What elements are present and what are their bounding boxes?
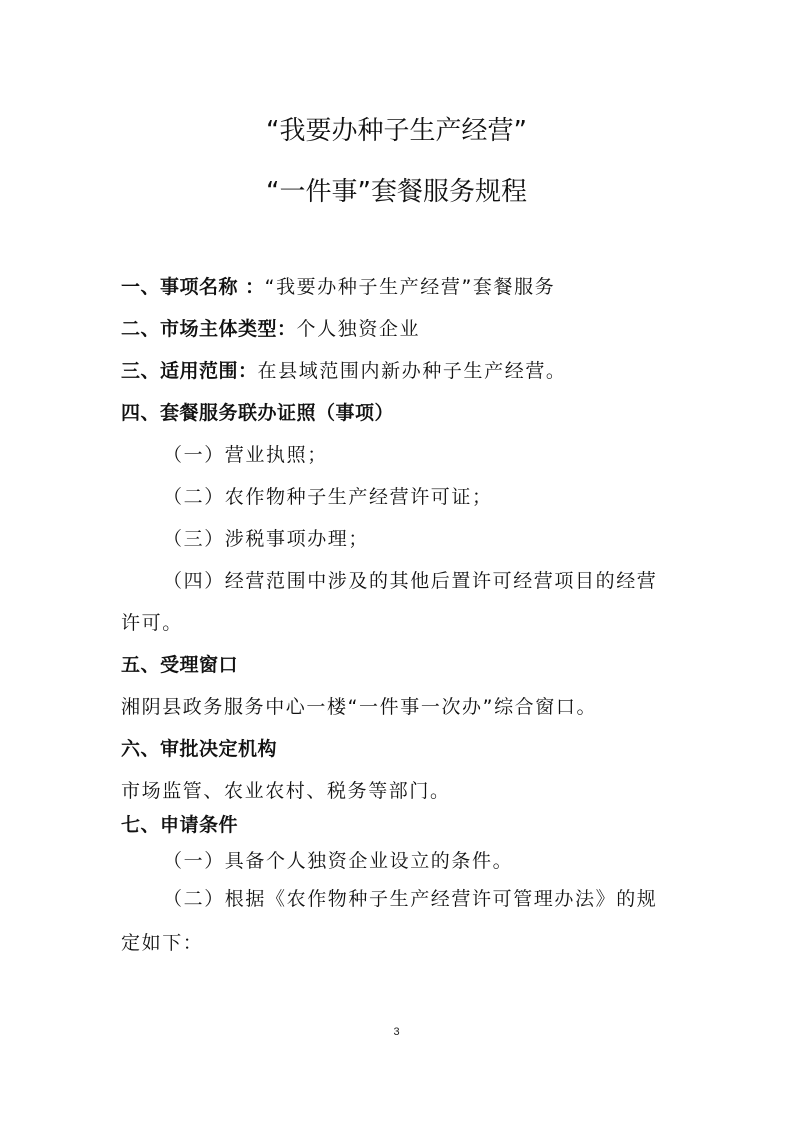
item-4-heading: 四、套餐服务联办证照（事项） [121, 402, 395, 424]
item-3-heading: 三、适用范围： [121, 360, 258, 382]
document-title-line-2: “一件事”套餐服务规程 [266, 177, 527, 207]
item-4-sub-4-line-2: 许可。 [121, 612, 183, 634]
item-1-heading: 一、事项名称 ： [121, 276, 265, 298]
item-7-heading: 七、申请条件 [121, 814, 239, 836]
item-3-row [121, 356, 567, 383]
item-4-sub-2: （二）农作物种子生产经营许可证； [163, 486, 493, 508]
item-4-sub-4-line-1: （四）经营范围中涉及的其他后置许可经营项目的经营 [163, 570, 658, 592]
item-4-sub-1: （一）营业执照； [163, 444, 328, 466]
item-2-row [121, 314, 420, 341]
item-3-text: 在县域范围内新办种子生产经营。 [257, 360, 567, 382]
item-7-sub-2-line-1: （二）根据《农作物种子生产经营许可管理办法》的规 [163, 888, 658, 910]
item-1-row [121, 272, 555, 299]
item-2-text: 个人独资企业 [296, 318, 421, 340]
item-6-text: 市场监管、农业农村、税务等部门。 [121, 780, 451, 802]
document-title-line-1: “我要办种子生产经营” [266, 116, 527, 146]
item-5-heading: 五、受理窗口 [121, 654, 239, 676]
item-7-sub-2-line-2: 定如下： [121, 932, 204, 954]
item-7-sub-1: （一）具备个人独资企业设立的条件。 [163, 850, 514, 872]
item-1-text: “我要办种子生产经营”套餐服务 [264, 276, 556, 298]
item-6-heading: 六、审批决定机构 [121, 738, 278, 760]
page-number: 3 [393, 1026, 400, 1038]
item-4-sub-3: （三）涉税事项办理； [163, 528, 370, 550]
item-2-heading: 二、市场主体类型： [121, 318, 297, 340]
item-5-text: 湘阴县政务服务中心一楼“一件事一次办”综合窗口。 [121, 696, 598, 718]
